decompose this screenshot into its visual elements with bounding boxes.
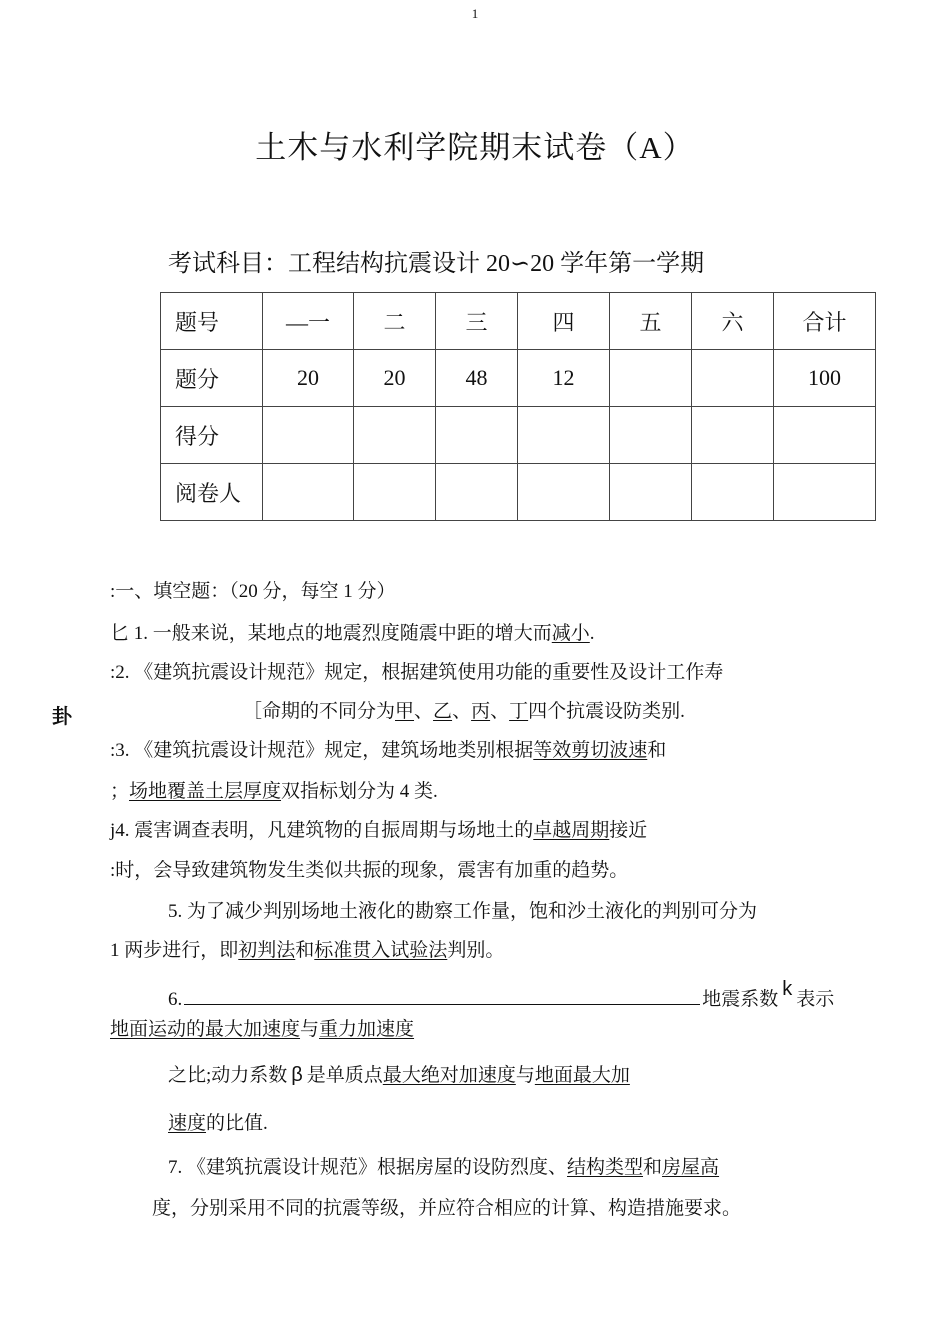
q4-text: j4. 震害调查表明，凡建筑物的自振周期与场地土的 xyxy=(110,820,534,841)
q6-line3-mid: 是单质点 xyxy=(306,1065,383,1086)
question-2-line-2 xyxy=(243,696,685,723)
grader-cell-3[interactable] xyxy=(436,464,518,521)
question-3-line-1 xyxy=(110,735,666,762)
q6-number: 6. xyxy=(168,989,183,1010)
points-cell-4: 12 xyxy=(518,350,610,407)
header-cell-1: —一 xyxy=(263,293,354,350)
q6-mid-4: 与 xyxy=(515,1065,535,1086)
table-row-score xyxy=(161,407,876,464)
question-5-line-1: 5. 为了减少判别场地土液化的勘察工作量，饱和沙土液化的判别可分为 xyxy=(168,901,758,922)
q7-answer-1: 结构类型 xyxy=(567,1157,644,1178)
question-3-line-2 xyxy=(110,776,438,803)
table-row-points xyxy=(161,350,876,407)
q4-suffix: 接近 xyxy=(609,820,648,841)
q2-sep-3: 、 xyxy=(490,701,510,722)
question-2-line-1: :2. 《建筑抗震设计规范》规定，根据建筑使用功能的重要性及设计工作寿 xyxy=(110,662,724,683)
points-row-label: 题分 xyxy=(161,350,263,407)
q6-symbol-k: k xyxy=(782,978,793,1000)
q3-text: :3. 《建筑抗震设计规范》规定，建筑场地类别根据 xyxy=(110,740,534,761)
q2-answer-4: 丁 xyxy=(509,701,529,722)
score-cell-5[interactable] xyxy=(610,407,692,464)
q2-answer-2: 乙 xyxy=(433,701,453,722)
question-1 xyxy=(110,618,595,645)
page-number: 1 xyxy=(471,6,479,21)
subject-line: 考试科目：工程结构抗震设计 20∽20 学年第一学期 xyxy=(168,251,705,277)
q6-symbol-beta: β xyxy=(291,1064,303,1086)
q5-text: 1 两步进行，即 xyxy=(110,940,239,961)
q1-suffix: . xyxy=(589,623,595,644)
score-cell-6[interactable] xyxy=(692,407,774,464)
q7-answer-2: 房屋高 xyxy=(662,1157,720,1178)
table-row-header xyxy=(161,293,876,350)
points-cell-3: 48 xyxy=(436,350,518,407)
exam-title: 土木与水利学院期末试卷（A） xyxy=(255,130,695,165)
question-4-line-2: :时，会导致建筑物发生类似共振的现象，震害有加重的趋势。 xyxy=(110,860,629,881)
score-cell-2[interactable] xyxy=(354,407,436,464)
header-cell-2: 二 xyxy=(354,293,436,350)
header-cell-4: 四 xyxy=(518,293,610,350)
grader-cell-1[interactable] xyxy=(263,464,354,521)
question-5-line-2 xyxy=(110,935,504,962)
grader-cell-total[interactable] xyxy=(774,464,876,521)
q4-answer: 卓越周期 xyxy=(533,820,610,841)
grader-row-label: 阅卷人 xyxy=(161,464,263,521)
header-cell-label: 题号 xyxy=(161,293,263,350)
grader-cell-6[interactable] xyxy=(692,464,774,521)
header-cell-3: 三 xyxy=(436,293,518,350)
q6-mid-2: 表示 xyxy=(796,989,835,1010)
q6-mid-3: 与 xyxy=(300,1019,320,1040)
q2-suffix: 四个抗震设防类别. xyxy=(528,701,685,722)
q2-sep-2: 、 xyxy=(452,701,472,722)
score-table xyxy=(160,292,876,521)
q6-answer-4: 地面最大加 xyxy=(534,1065,630,1086)
q2-answer-3: 丙 xyxy=(471,701,491,722)
q3-answer-1: 等效剪切波速 xyxy=(533,740,648,761)
section-heading: :一、填空题：（20 分，每空 1 分） xyxy=(110,581,396,602)
score-row-label: 得分 xyxy=(161,407,263,464)
score-cell-3[interactable] xyxy=(436,407,518,464)
question-7-line-1 xyxy=(168,1152,719,1179)
q3-answer-2: 场地覆盖土层厚度 xyxy=(129,781,282,802)
grader-cell-2[interactable] xyxy=(354,464,436,521)
q2-text: ［命期的不同分为 xyxy=(243,701,396,722)
header-cell-6: 六 xyxy=(692,293,774,350)
table-row-grader xyxy=(161,464,876,521)
score-cell-4[interactable] xyxy=(518,407,610,464)
q2-sep-1: 、 xyxy=(414,701,434,722)
question-6-line-4 xyxy=(168,1108,268,1135)
question-6-line-1 xyxy=(168,978,835,1011)
grader-cell-4[interactable] xyxy=(518,464,610,521)
question-7-line-2: 度，分别采用不同的抗震等级，并应符合相应的计算、构造措施要求。 xyxy=(152,1198,742,1219)
q1-text: 匕 1. 一般来说，某地点的地震烈度随震中距的增大而 xyxy=(110,623,552,644)
question-4-line-1 xyxy=(110,815,647,842)
q3-suffix: 双指标划分为 4 类. xyxy=(281,781,438,802)
header-cell-total: 合计 xyxy=(774,293,876,350)
q5-suffix: 判别。 xyxy=(447,940,505,961)
points-cell-6 xyxy=(692,350,774,407)
q1-answer: 减小 xyxy=(551,623,590,644)
question-6-line-2 xyxy=(110,1014,414,1041)
q3-mid: 和 xyxy=(647,740,667,761)
q6-mid-1: 地震系数 xyxy=(702,989,779,1010)
points-cell-total: 100 xyxy=(774,350,876,407)
header-cell-5: 五 xyxy=(610,293,692,350)
q6-answer-1: 地面运动的最大加速度 xyxy=(110,1019,301,1040)
q3-line2-prefix: ； xyxy=(110,781,130,802)
q5-mid: 和 xyxy=(295,940,315,961)
q5-answer-1: 初判法 xyxy=(238,940,296,961)
q6-suffix: 的比值. xyxy=(206,1113,268,1134)
q6-answer-4-cont: 速度 xyxy=(168,1113,207,1134)
q2-answer-1: 甲 xyxy=(395,701,415,722)
score-cell-total[interactable] xyxy=(774,407,876,464)
points-cell-1: 20 xyxy=(263,350,354,407)
points-cell-5 xyxy=(610,350,692,407)
q6-answer-3: 最大绝对加速度 xyxy=(382,1065,516,1086)
binding-margin-mark: 卦 xyxy=(52,706,72,728)
points-cell-2: 20 xyxy=(354,350,436,407)
q6-line3-prefix: 之比;动力系数 xyxy=(168,1065,288,1086)
score-cell-1[interactable] xyxy=(263,407,354,464)
question-6-line-3 xyxy=(168,1060,630,1087)
grader-cell-5[interactable] xyxy=(610,464,692,521)
q5-answer-2: 标准贯入试验法 xyxy=(314,940,448,961)
q6-blank-line[interactable] xyxy=(184,986,700,1005)
q7-text: 7. 《建筑抗震设计规范》根据房屋的设防烈度、 xyxy=(168,1157,568,1178)
q6-answer-2: 重力加速度 xyxy=(319,1019,415,1040)
q7-mid: 和 xyxy=(643,1157,663,1178)
